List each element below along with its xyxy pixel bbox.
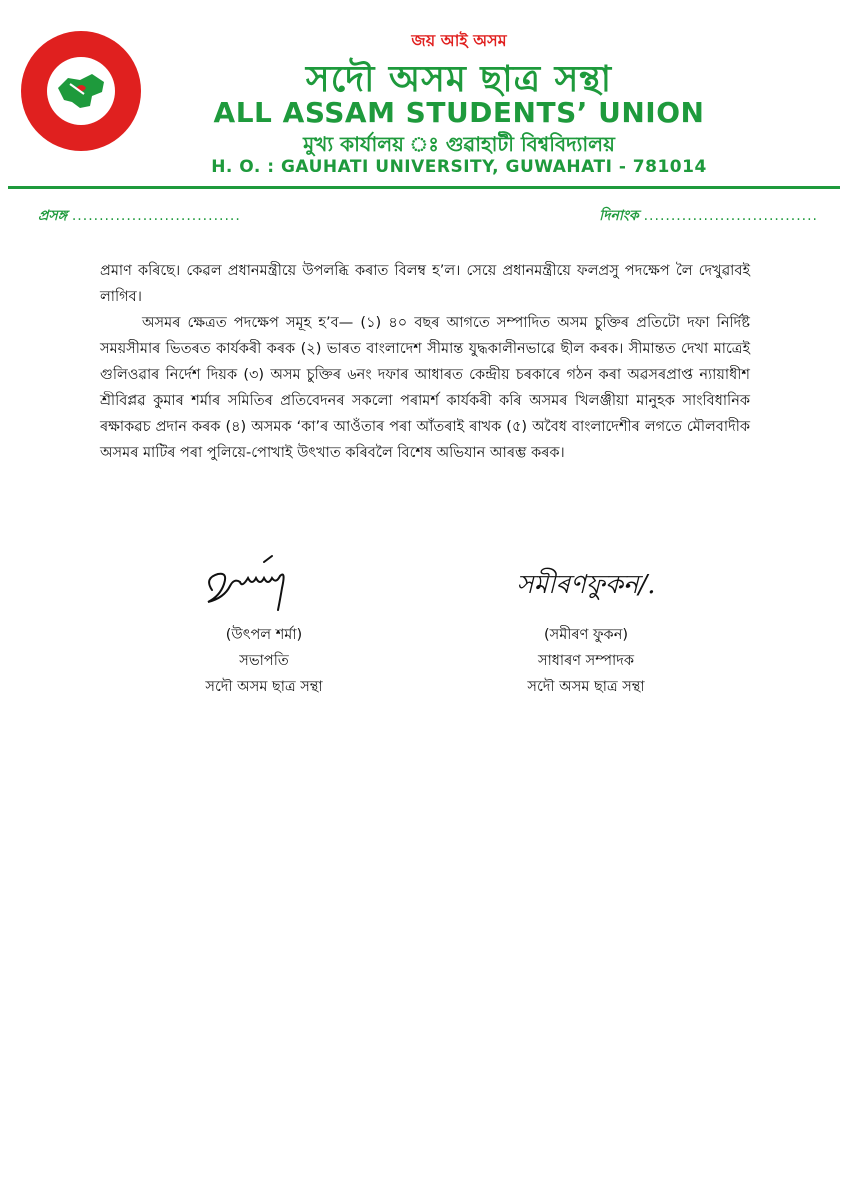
header-divider (8, 186, 840, 189)
president-org: সদৌ অসম ছাত্ৰ সন্থা (205, 679, 323, 695)
head-office-assamese: মুখ্য কাৰ্যালয় ঃ গুৱাহাটী বিশ্ববিদ্যালয় (303, 132, 615, 156)
reference-label: প্ৰসঙ্গ (38, 208, 67, 224)
signature-image (194, 548, 334, 622)
slogan: জয় আই অসম (411, 31, 507, 50)
secretary-title: সাধাৰণ সম্পাদক (537, 653, 634, 669)
union-name-assamese: সদৌ অসম ছাত্ৰ সন্থা (305, 59, 613, 100)
date-label: দিনাংক (599, 208, 639, 224)
secretary-org: সদৌ অসম ছাত্ৰ সন্থা (527, 679, 645, 695)
head-office-english: H. O. : GAUHATI UNIVERSITY, GUWAHATI - 781014 (211, 157, 707, 177)
body-paragraph-1: প্ৰমাণ কৰিছে। কেৱল প্ৰধানমন্ত্ৰীয়ে উপলব্ধি কৰাত বিলম্ব হ’ল। সেয়ে প্ৰধানমন্ত্ৰীয়ে ফলপ্ৰসু পদক্ষেপ লৈ দেখুৱাবই লাগিব। (100, 263, 750, 305)
date-dots: ................................ (643, 208, 818, 224)
secretary-name: (সমীৰণ ফুকন) (543, 627, 629, 643)
signature-image: সমীৰণফুকন/. (516, 570, 656, 600)
letter-body (100, 258, 750, 466)
body-paragraph-2: অসমৰ ক্ষেত্ৰত পদক্ষেপ সমূহ হ’ব— (১) ৪০ বছৰ আগতে সম্পাদিত অসম চুক্তিৰ প্ৰতিটো দফা নিৰ্দিষ্ট সময়সীমাৰ ভিতৰত কাৰ্যকৰী কৰক (২) ভাৰত বাংলাদেশ সীমান্ত যুদ্ধকালীনভাৱে ছীল কৰক। সীমান্তত দেখা মাত্ৰেই গুলিওৱাৰ নিৰ্দেশ দিয়ক (৩) অসম চুক্তিৰ ৬নং দফাৰ আধাৰত কেন্দ্ৰীয় চৰকাৰে গঠন কৰা অৱসৰপ্ৰাপ্ত ন্যায়াধীশ শ্ৰীবিপ্লৱ কুমাৰ শৰ্মাৰ সমিতিৰ প্ৰতিবেদনৰ সকলো পৰামৰ্শ কাৰ্যকৰী কৰি অসমৰ খিলঞ্জীয়া মানুহক সাংবিধানিক ৰক্ষাকৱচ প্ৰদান কৰক (৪) অসমক ‘কা’ৰ আওঁতাৰ পৰা আঁতৰাই ৰাখক (৫) অবৈধ বাংলাদেশীৰ লগতে মৌলবাদীক অসমৰ মাটিৰ পৰা পুলিয়ে-পোখাই উৎখাত কৰিবলৈ বিশেষ অভিযান আৰম্ভ কৰক। (100, 315, 750, 461)
reference-dots: ............................... (71, 208, 241, 224)
signatory-general-secretary (456, 548, 716, 700)
union-name-english: ALL ASSAM STUDENTS’ UNION (213, 96, 705, 129)
president-title: সভাপতি (239, 653, 289, 669)
signatory-president (134, 548, 394, 700)
date-field (599, 204, 818, 228)
reference-field (38, 204, 241, 228)
president-name: (উৎপল শৰ্মা) (225, 627, 303, 643)
